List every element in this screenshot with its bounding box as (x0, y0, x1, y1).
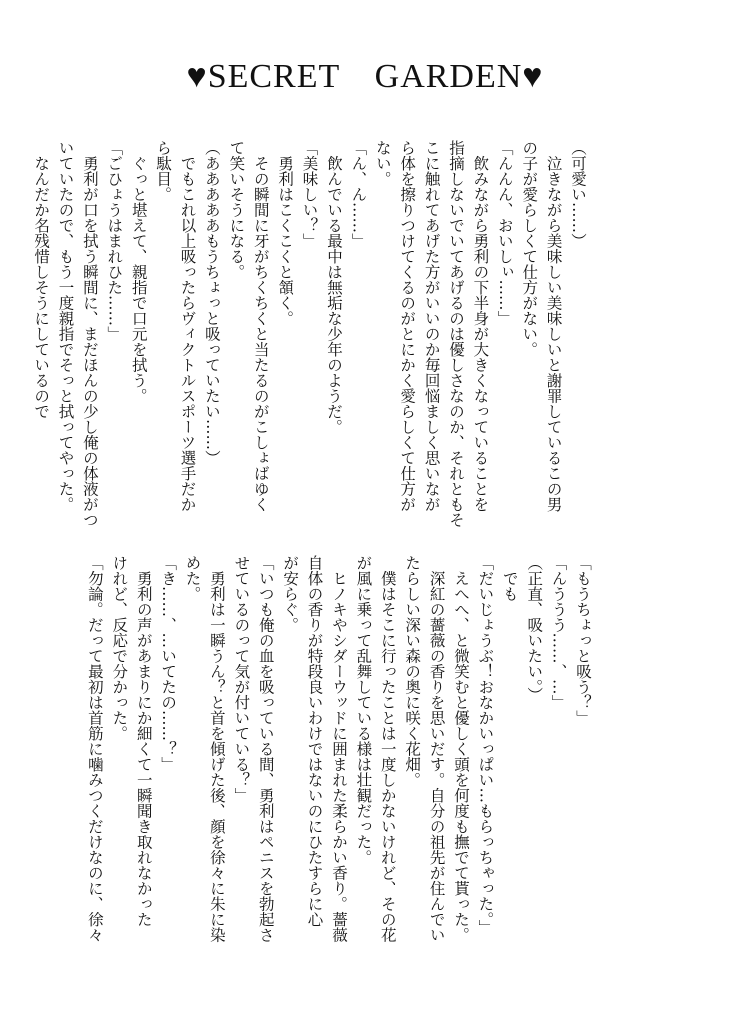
text-line: 「もうちょっと吸う？」 (574, 555, 592, 726)
text-line: （正直、吸いたい。） (525, 555, 544, 703)
text-line: なんだか名残惜しそうにしているので (32, 140, 51, 419)
page-title: ♥SECRET GARDEN♥ (186, 58, 544, 95)
text-line: が風に乗って乱舞している様は壮観だった。 (354, 555, 373, 865)
text-line: 「んんん、おいしぃ……」 (495, 140, 514, 326)
text-line: せているのって気が付いている？」 (232, 555, 251, 803)
text-line: 泣きながら美味しい美味しいと謝罪しているこの男 (544, 140, 563, 512)
text-line: でもこれ以上吸ったらヴィクトルスポーツ選手だか (178, 140, 197, 512)
text-line: ら駄目。 (154, 140, 173, 202)
text-line: その瞬間に牙がちくちくと当たるのがこしょばゆく (251, 140, 270, 512)
text-line: 「ごひょうはまれひた……」 (105, 140, 124, 342)
text-line: 勇利の声があまりにか細くて一瞬聞き取れなかった (134, 555, 153, 927)
text-line: の子が愛らしくて仕方がない。 (520, 140, 539, 357)
text-line: 「ん、ん……」 (349, 140, 368, 249)
text-line: 指摘しないでいてあげるのは優しさなのか、それともそ (446, 140, 465, 528)
text-line: 「き……、…いてたの……？」 (159, 555, 178, 772)
text-line: （あああああもうちょっと吸っていたい……） (202, 140, 221, 466)
text-line: 僕はそこに行ったことは一度しかないけれど、その花 (378, 555, 397, 943)
lower-text-block (85, 555, 595, 950)
text-line: 飲みながら勇利の下半身が大きくなっていることを (471, 140, 490, 512)
text-line: 「美味しい？」 (300, 140, 319, 249)
text-line: ぐっと堪えて、親指で口元を拭う。 (129, 140, 148, 404)
text-line: 飲んでいる最中は無垢な少年のようだ。 (324, 140, 343, 435)
text-line: が安らぐ。 (281, 555, 300, 633)
text-line: 勇利が口を拭う瞬間に、まだほんの少し俺の体液がつ (80, 140, 99, 528)
text-line: けれど、反応で分かった。 (110, 555, 129, 741)
text-line: 勇利は一瞬うん？と首を傾げた後、顔を徐々に朱に染 (207, 555, 226, 943)
text-line: 「いつも俺の血を吸っている間、勇利はペニスを勃起さ (256, 555, 275, 943)
upper-text-block (32, 140, 590, 535)
text-line: 「んううう……、…」 (549, 555, 568, 710)
text-line: ない。 (373, 140, 392, 187)
text-line: たらしい深い森の奥に咲く花畑。 (403, 555, 422, 788)
text-line: こに触れてあげた方がいいのか毎回悩ましく思いなが (422, 140, 441, 512)
text-line: 勇利はこくこくと頷く。 (276, 140, 295, 326)
text-line: 「だいじょうぶ！おなかいっぱい…もらっちゃった。」 (476, 555, 495, 935)
text-line: いていたので、もう一度親指でそっと拭ってやった。 (56, 140, 75, 512)
text-line: て笑いそうになる。 (227, 140, 246, 280)
text-line: 自体の香りが特段良いわけではないのにひたすらに心 (305, 555, 324, 927)
text-line: ヒノキやシダーウッドに囲まれた柔らかい香り。薔薇 (329, 555, 348, 943)
text-line: 「勿論。だって最初は首筋に噛みつくだけなのに、徐々 (85, 555, 104, 943)
text-line: （可愛い……） (569, 140, 587, 249)
text-line: でも (500, 555, 519, 602)
text-line: ら体を擦りつけてくるのがとにかく愛らしくて仕方が (398, 140, 417, 512)
text-line: 深紅の薔薇の香りを思いだす。自分の祖先が住んでい (427, 555, 446, 943)
text-line: えへへ、と微笑むと優しく頭を何度も撫でて貰った。 (451, 555, 470, 943)
text-line: めた。 (183, 555, 202, 602)
